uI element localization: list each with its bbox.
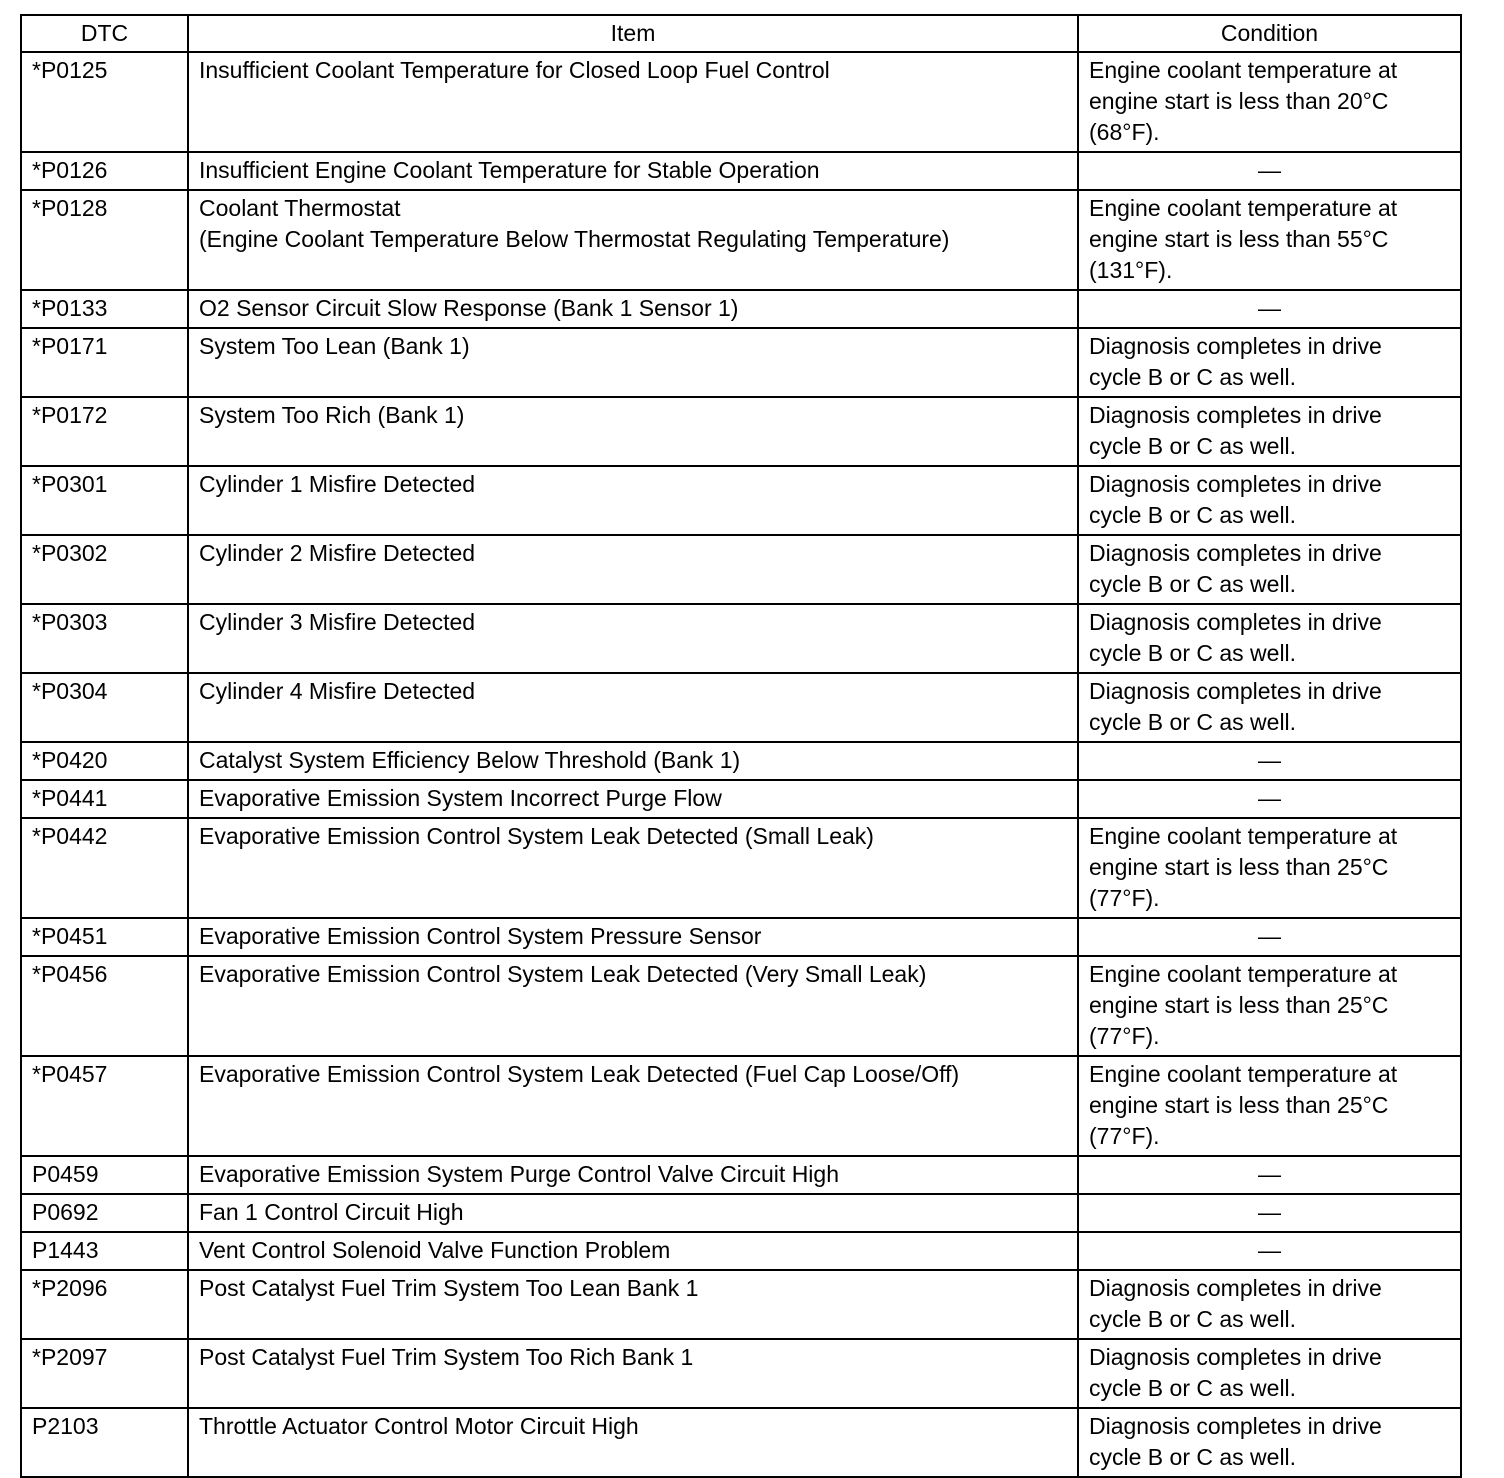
item-description-cell — [188, 535, 1078, 604]
item-line: System Too Lean (Bank 1) — [199, 333, 470, 359]
table-row — [21, 1232, 1461, 1270]
table-row — [21, 742, 1461, 780]
dtc-code-cell: P0692 — [21, 1194, 188, 1232]
table-row — [21, 152, 1461, 190]
condition-line: Diagnosis completes in drive — [1089, 1413, 1382, 1439]
item-line: Cylinder 3 Misfire Detected — [199, 609, 476, 635]
condition-line: (68°F). — [1089, 119, 1160, 145]
table-row — [21, 1270, 1461, 1339]
item-line: Cylinder 2 Misfire Detected — [199, 540, 476, 566]
item-line: Evaporative Emission Control System Leak Detected (Small Leak) — [199, 823, 874, 849]
condition-line: cycle B or C as well. — [1089, 433, 1297, 459]
condition-none-dash: — — [1258, 295, 1281, 321]
condition-cell — [1078, 52, 1461, 152]
condition-line: Diagnosis completes in drive — [1089, 333, 1382, 359]
item-description-cell — [188, 1270, 1078, 1339]
table-row — [21, 328, 1461, 397]
item-description-cell — [188, 152, 1078, 190]
item-description-cell — [188, 1056, 1078, 1156]
header-item: Item — [188, 15, 1078, 52]
item-line: Cylinder 1 Misfire Detected — [199, 471, 476, 497]
condition-line: engine start is less than 25°C — [1089, 992, 1389, 1018]
dtc-code-cell: *P0171 — [21, 328, 188, 397]
table-row — [21, 604, 1461, 673]
dtc-code-cell: P0459 — [21, 1156, 188, 1194]
dtc-code-cell: *P0133 — [21, 290, 188, 328]
item-description-cell — [188, 818, 1078, 918]
table-row — [21, 818, 1461, 918]
table-row — [21, 466, 1461, 535]
dtc-code-cell: *P0301 — [21, 466, 188, 535]
item-line: Evaporative Emission System Incorrect Purge Flow — [199, 785, 722, 811]
condition-cell — [1078, 1408, 1461, 1477]
dtc-code-cell: P2103 — [21, 1408, 188, 1477]
item-line: O2 Sensor Circuit Slow Response (Bank 1 Sensor 1) — [199, 295, 739, 321]
item-line: Evaporative Emission Control System Leak Detected (Fuel Cap Loose/Off) — [199, 1061, 960, 1087]
condition-cell — [1078, 328, 1461, 397]
condition-line: (77°F). — [1089, 1023, 1160, 1049]
dtc-code-cell: *P0125 — [21, 52, 188, 152]
item-description-cell — [188, 1339, 1078, 1408]
item-description-cell — [188, 604, 1078, 673]
item-line: Cylinder 4 Misfire Detected — [199, 678, 476, 704]
header-row — [21, 15, 1461, 52]
table-row — [21, 397, 1461, 466]
table-row — [21, 52, 1461, 152]
item-line: System Too Rich (Bank 1) — [199, 402, 465, 428]
condition-line: Diagnosis completes in drive — [1089, 1344, 1382, 1370]
item-description-cell — [188, 190, 1078, 290]
item-line: Fan 1 Control Circuit High — [199, 1199, 464, 1225]
dtc-code-cell: *P0302 — [21, 535, 188, 604]
table-row — [21, 780, 1461, 818]
condition-cell — [1078, 1339, 1461, 1408]
condition-line: cycle B or C as well. — [1089, 1306, 1297, 1332]
table-row — [21, 918, 1461, 956]
condition-line: Engine coolant temperature at — [1089, 961, 1398, 987]
dtc-code-cell: P1443 — [21, 1232, 188, 1270]
dtc-code-cell: *P0457 — [21, 1056, 188, 1156]
condition-cell — [1078, 780, 1461, 818]
condition-line: cycle B or C as well. — [1089, 709, 1297, 735]
dtc-code-cell: *P0126 — [21, 152, 188, 190]
condition-none-dash: — — [1258, 747, 1281, 773]
condition-none-dash: — — [1258, 1199, 1281, 1225]
dtc-code-cell: *P0442 — [21, 818, 188, 918]
dtc-code-cell: *P0304 — [21, 673, 188, 742]
dtc-code-cell: *P0128 — [21, 190, 188, 290]
item-description-cell — [188, 328, 1078, 397]
condition-line: cycle B or C as well. — [1089, 364, 1297, 390]
item-line: Throttle Actuator Control Motor Circuit High — [199, 1413, 639, 1439]
item-line: Evaporative Emission Control System Pressure Sensor — [199, 923, 762, 949]
table-row — [21, 1194, 1461, 1232]
table-row — [21, 1056, 1461, 1156]
item-line: Insufficient Engine Coolant Temperature for Stable Operation — [199, 157, 820, 183]
condition-line: cycle B or C as well. — [1089, 640, 1297, 666]
item-line: Vent Control Solenoid Valve Function Problem — [199, 1237, 671, 1263]
condition-cell — [1078, 535, 1461, 604]
condition-cell — [1078, 956, 1461, 1056]
condition-line: engine start is less than 20°C — [1089, 88, 1389, 114]
item-description-cell — [188, 1156, 1078, 1194]
condition-cell — [1078, 918, 1461, 956]
condition-none-dash: — — [1258, 1237, 1281, 1263]
item-line: Post Catalyst Fuel Trim System Too Rich Bank 1 — [199, 1344, 694, 1370]
table-row — [21, 1339, 1461, 1408]
condition-line: Diagnosis completes in drive — [1089, 402, 1382, 428]
item-description-cell — [188, 673, 1078, 742]
condition-cell — [1078, 673, 1461, 742]
condition-line: cycle B or C as well. — [1089, 571, 1297, 597]
item-description-cell — [188, 918, 1078, 956]
condition-line: Diagnosis completes in drive — [1089, 678, 1382, 704]
condition-line: cycle B or C as well. — [1089, 1375, 1297, 1401]
item-line: Insufficient Coolant Temperature for Closed Loop Fuel Control — [199, 57, 830, 83]
condition-cell — [1078, 1270, 1461, 1339]
item-line: Catalyst System Efficiency Below Threshold (Bank 1) — [199, 747, 741, 773]
item-description-cell — [188, 1232, 1078, 1270]
item-description-cell — [188, 1194, 1078, 1232]
condition-cell — [1078, 397, 1461, 466]
item-line: (Engine Coolant Temperature Below Thermostat Regulating Temperature) — [199, 226, 950, 252]
table-body — [21, 52, 1461, 1477]
condition-line: engine start is less than 25°C — [1089, 1092, 1389, 1118]
item-description-cell — [188, 1408, 1078, 1477]
condition-none-dash: — — [1258, 1161, 1281, 1187]
condition-cell — [1078, 818, 1461, 918]
item-line: Evaporative Emission Control System Leak Detected (Very Small Leak) — [199, 961, 927, 987]
condition-none-dash: — — [1258, 785, 1281, 811]
condition-cell — [1078, 1056, 1461, 1156]
condition-cell — [1078, 466, 1461, 535]
dtc-code-cell: *P0451 — [21, 918, 188, 956]
condition-line: (77°F). — [1089, 885, 1160, 911]
condition-line: Diagnosis completes in drive — [1089, 609, 1382, 635]
condition-cell — [1078, 742, 1461, 780]
condition-line: engine start is less than 55°C — [1089, 226, 1389, 252]
condition-line: Engine coolant temperature at — [1089, 195, 1398, 221]
table-row — [21, 673, 1461, 742]
item-description-cell — [188, 466, 1078, 535]
table-row — [21, 190, 1461, 290]
dtc-code-cell: *P0420 — [21, 742, 188, 780]
table-row — [21, 956, 1461, 1056]
item-description-cell — [188, 290, 1078, 328]
item-description-cell — [188, 397, 1078, 466]
condition-line: (77°F). — [1089, 1123, 1160, 1149]
dtc-table — [20, 14, 1462, 1478]
table-row — [21, 1408, 1461, 1477]
condition-line: Engine coolant temperature at — [1089, 57, 1398, 83]
condition-line: Diagnosis completes in drive — [1089, 540, 1382, 566]
item-line: Evaporative Emission System Purge Control Valve Circuit High — [199, 1161, 839, 1187]
condition-cell — [1078, 190, 1461, 290]
condition-none-dash: — — [1258, 157, 1281, 183]
dtc-code-cell: *P0441 — [21, 780, 188, 818]
table-row — [21, 535, 1461, 604]
item-description-cell — [188, 742, 1078, 780]
dtc-code-cell: *P0456 — [21, 956, 188, 1056]
condition-line: Diagnosis completes in drive — [1089, 1275, 1382, 1301]
table-row — [21, 1156, 1461, 1194]
condition-line: Diagnosis completes in drive — [1089, 471, 1382, 497]
condition-line: engine start is less than 25°C — [1089, 854, 1389, 880]
condition-cell — [1078, 1194, 1461, 1232]
dtc-code-cell: *P2097 — [21, 1339, 188, 1408]
item-line: Post Catalyst Fuel Trim System Too Lean Bank 1 — [199, 1275, 699, 1301]
table-row — [21, 290, 1461, 328]
dtc-code-cell: *P0303 — [21, 604, 188, 673]
condition-line: cycle B or C as well. — [1089, 1444, 1297, 1470]
condition-none-dash: — — [1258, 923, 1281, 949]
condition-line: (131°F). — [1089, 257, 1173, 283]
item-description-cell — [188, 52, 1078, 152]
item-description-cell — [188, 956, 1078, 1056]
condition-line: Engine coolant temperature at — [1089, 823, 1398, 849]
item-line: Coolant Thermostat — [199, 195, 401, 221]
item-description-cell — [188, 780, 1078, 818]
condition-line: cycle B or C as well. — [1089, 502, 1297, 528]
header-dtc: DTC — [21, 15, 188, 52]
condition-cell — [1078, 1232, 1461, 1270]
condition-cell — [1078, 1156, 1461, 1194]
dtc-code-cell: *P0172 — [21, 397, 188, 466]
condition-cell — [1078, 152, 1461, 190]
dtc-code-cell: *P2096 — [21, 1270, 188, 1339]
condition-cell — [1078, 290, 1461, 328]
condition-line: Engine coolant temperature at — [1089, 1061, 1398, 1087]
condition-cell — [1078, 604, 1461, 673]
header-condition: Condition — [1078, 15, 1461, 52]
